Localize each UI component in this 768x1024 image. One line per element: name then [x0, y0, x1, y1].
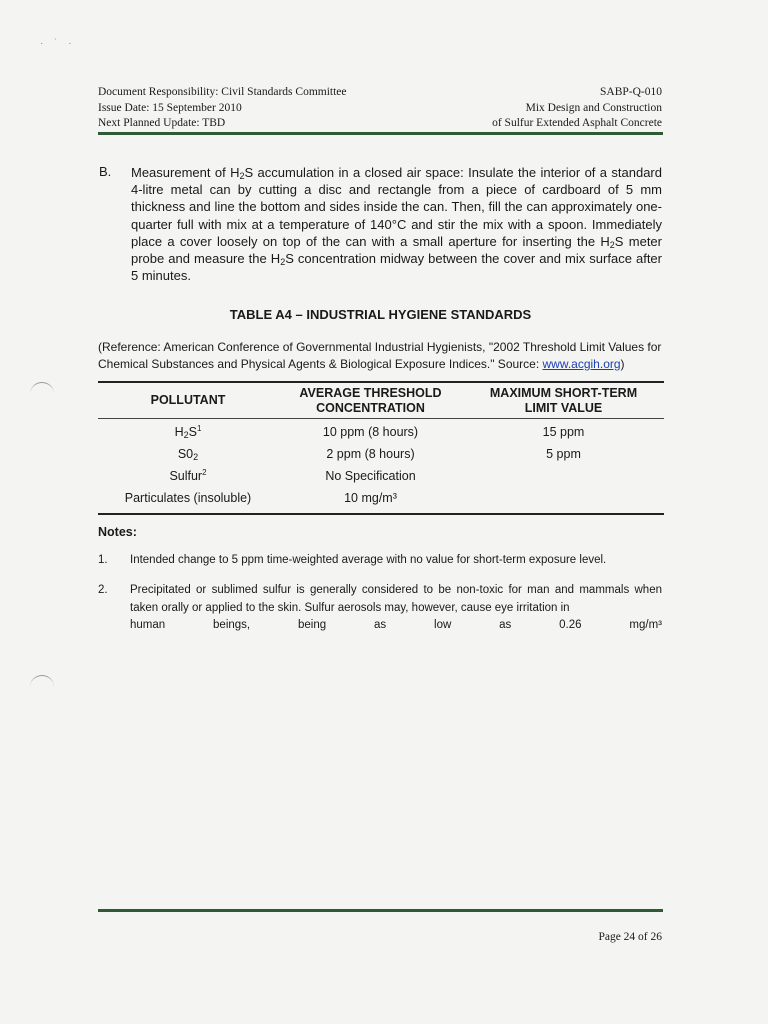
section-b-text: S concentration midway between the cover and mix surface after 5 minutes. — [131, 251, 662, 284]
header-left — [98, 85, 347, 132]
subscript: 2 — [609, 239, 615, 250]
note-number: 1. — [98, 554, 108, 566]
pollutant-cell — [98, 447, 278, 461]
average-cell: 10 ppm (8 hours) — [322, 425, 419, 439]
footnote-ref: 1 — [196, 424, 202, 433]
table-row — [98, 487, 664, 509]
acgih-link[interactable]: www.acgih.org — [542, 356, 621, 371]
pollutant-cell: Particulates (insoluble) — [124, 491, 252, 505]
header-rule — [98, 132, 663, 135]
pollutant-tail: S — [188, 425, 197, 439]
header-average-line1: AVERAGE THRESHOLD — [299, 385, 442, 400]
table-bottom-rule — [98, 513, 664, 515]
table-header-row — [98, 383, 664, 418]
max-cell: 15 ppm — [542, 425, 585, 439]
header-max-line1: MAXIMUM SHORT-TERM — [489, 385, 638, 400]
table-body — [98, 419, 664, 513]
section-b-paragraph — [131, 164, 662, 284]
note-text: Intended change to 5 ppm time-weighted average with no value for short-term exposure level. — [130, 554, 607, 566]
page-number: Page 24 of 26 — [598, 931, 662, 943]
section-b-label: B. — [99, 164, 112, 179]
header-max-short-term — [463, 386, 664, 416]
note-text-last-line: human beings, being as low as 0.26 mg/m³ — [130, 619, 662, 631]
header-doc-id: SABP-Q-010 — [600, 86, 662, 98]
average-cell: No Specification — [325, 469, 416, 483]
subscript: 2 — [183, 430, 189, 440]
note-text: Precipitated or sublimed sulfur is generally considered to be non-toxic for man and mammals when taken orally or applied to the skin. Sulfur aerosols may, however, cause eye irritation in — [130, 584, 662, 614]
footnote-ref: 2 — [202, 468, 207, 477]
table-row — [98, 443, 664, 465]
header-max-line2: LIMIT VALUE — [524, 400, 603, 415]
notes-heading: Notes: — [98, 525, 137, 539]
header-average-line2: CONCENTRATION — [316, 400, 425, 415]
scan-specks: · ˙ · — [40, 38, 76, 49]
subscript: 2 — [193, 452, 199, 462]
footer-rule — [98, 909, 663, 912]
section-b-text: S meter probe and measure the H — [131, 233, 662, 267]
punch-hole-mark — [30, 675, 54, 688]
hygiene-standards-table — [98, 381, 664, 515]
average-cell: 10 mg/m³ — [344, 491, 397, 505]
pollutant-name: H — [174, 425, 184, 439]
pollutant-cell — [98, 425, 278, 439]
table-title: TABLE A4 – INDUSTRIAL HYGIENE STANDARDS — [229, 307, 532, 322]
header-responsibility: Document Responsibility: Civil Standards Committee — [98, 86, 347, 98]
pollutant-name: S0 — [177, 447, 194, 461]
subscript: 2 — [280, 257, 286, 268]
pollutant-name: Sulfur — [169, 469, 203, 483]
table-reference — [98, 339, 665, 372]
section-b-text: Measurement of H — [131, 165, 240, 180]
reference-close: ) — [620, 356, 625, 371]
header-title-line1: Mix Design and Construction — [525, 101, 662, 114]
reference-text: (Reference: American Conference of Governmental Industrial Hygienists, "2002 Threshold Limit Values for Chemical Substances and Physical Agents & Biological Exposure Indices." Source: — [98, 340, 662, 371]
header-right — [492, 85, 662, 132]
note-body — [130, 582, 662, 635]
max-cell: 5 ppm — [546, 447, 581, 461]
section-b-text: S accumulation in a closed air space: Insulate the interior of a standard 4-litre metal can by cutting a disc and rectangle from a piece of cardboard of 5 mm thickness and line the bottom and sides inside the can. Then, fill the can approximately one-quarter full with mix at a temperature of 140°C and stir the mix with a spoon. Immediately place a cover loosely on top of the can with a small aperture for inserting the H — [131, 165, 662, 249]
header-title-line2: of Sulfur Extended Asphalt Concrete — [492, 117, 662, 129]
header-next-update: Next Planned Update: TBD — [98, 117, 226, 129]
header-issue-date: Issue Date: 15 September 2010 — [98, 101, 242, 114]
table-row — [98, 421, 664, 443]
average-cell: 2 ppm (8 hours) — [326, 447, 415, 461]
pollutant-cell — [98, 469, 278, 483]
header-pollutant: POLLUTANT — [150, 393, 226, 407]
header-average-threshold — [278, 386, 463, 416]
table-row — [98, 465, 664, 487]
punch-hole-mark — [30, 382, 54, 395]
note-number: 2. — [98, 584, 108, 596]
subscript: 2 — [239, 171, 245, 181]
